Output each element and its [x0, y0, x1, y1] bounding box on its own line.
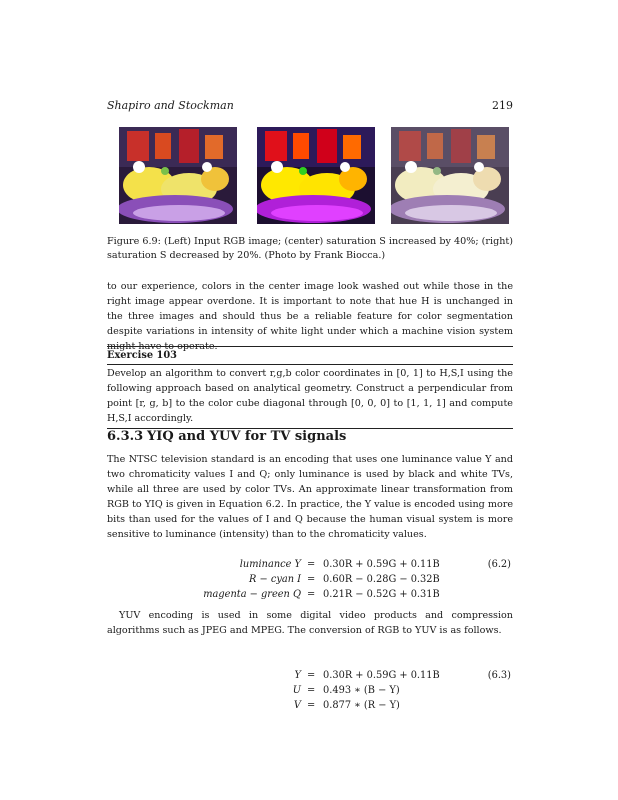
- equation-lhs: magenta − green Q: [203, 589, 301, 600]
- equals-sign: =: [307, 589, 316, 600]
- equation-rhs: 0.21R − 0.52G + 0.31B: [323, 589, 440, 600]
- equation-lhs: R − cyan I: [249, 574, 301, 585]
- equation-lhs: Y: [294, 670, 301, 681]
- exercise-title: Exercise 103: [107, 350, 177, 361]
- equation-number: (6.2): [487, 559, 511, 570]
- center-photo: [257, 127, 375, 224]
- right-photo: [391, 127, 509, 224]
- equation-rhs: 0.877 ∗ (R − Y): [323, 700, 400, 711]
- section-title: YIQ and YUV for TV signals: [147, 429, 347, 444]
- equals-sign: =: [307, 685, 316, 696]
- page-number: 219: [492, 99, 513, 112]
- equation-lhs: luminance Y: [239, 559, 301, 570]
- paragraph-saturation: to our experience, colors in the center image look washed out while those in the right image appear overdone. It is important to note that hue H is unchanged in the three images and should thus be a reliable feature for color segmentation despite variations in intensity of white light under which a machine vision system might have to operate.: [107, 281, 513, 352]
- equation-number: (6.3): [487, 670, 511, 681]
- paragraph-yuv: YUV encoding is used in some digital video products and compression algorithms such as JPEG and MPEG. The conversion of RGB to YUV is as follows.: [107, 610, 513, 636]
- figure-6-9: [119, 127, 515, 224]
- equation-rhs: 0.60R − 0.28G − 0.32B: [323, 574, 440, 585]
- equation-row: [107, 700, 513, 716]
- equation-row: [107, 559, 513, 575]
- exercise-text: Develop an algorithm to convert r,g,b color coordinates in [0, 1] to H,S,I using the following approach based on analytical geometry. Construct a perpendicular from point [r, g, b] to the color cube diagonal through [0, 0, 0] to [1, 1, 1] and compute H,S,I accordingly.: [107, 368, 513, 424]
- equals-sign: =: [307, 559, 316, 570]
- equation-rhs: 0.493 ∗ (B − Y): [323, 685, 400, 696]
- left-photo: [119, 127, 237, 224]
- equation-row: [107, 589, 513, 605]
- equals-sign: =: [307, 574, 316, 585]
- section-heading: [107, 428, 513, 446]
- exercise-box: [107, 346, 513, 429]
- equation-rhs: 0.30R + 0.59G + 0.11B: [323, 559, 440, 570]
- equals-sign: =: [307, 700, 316, 711]
- running-head: [107, 99, 513, 115]
- equation-row: [107, 574, 513, 590]
- equation-lhs: V: [293, 700, 301, 711]
- running-head-author: Shapiro and Stockman: [107, 99, 234, 112]
- equals-sign: =: [307, 670, 316, 681]
- equation-row: [107, 670, 513, 686]
- figure-caption: Figure 6.9: (Left) Input RGB image; (center) saturation S increased by 40%; (right) saturation S decreased by 20%. (Photo by Frank Biocca.): [107, 236, 513, 261]
- section-number: 6.3.3: [107, 429, 144, 444]
- paragraph-ntsc: The NTSC television standard is an encoding that uses one luminance value Y and two chromaticity values I and Q; only luminance is used by black and white TVs, while all three are used by color TVs. An approximate linear transformation from RGB to YIQ is given in Equation 6.2. In practice, the Y value is encoded using more bits than used for the values of I and Q because the human visual system is more sensitive to luminance (intensity) than to the chromaticity values.: [107, 454, 513, 540]
- equation-row: [107, 685, 513, 701]
- equation-rhs: 0.30R + 0.59G + 0.11B: [323, 670, 440, 681]
- equation-lhs: U: [292, 685, 301, 696]
